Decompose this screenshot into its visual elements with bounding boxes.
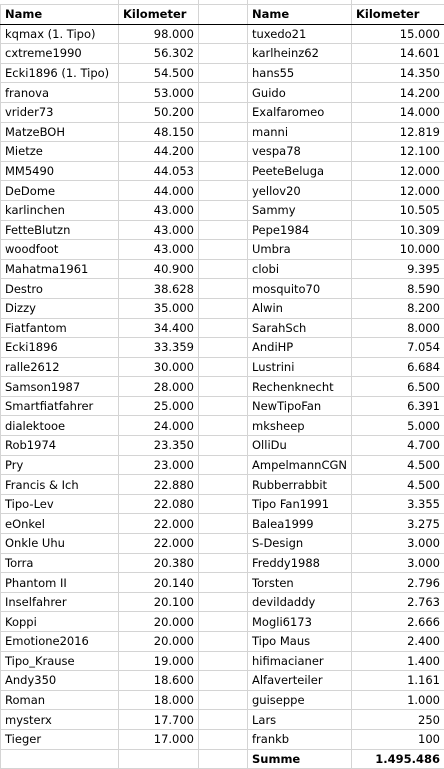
gap-cell[interactable]	[199, 44, 248, 64]
right-name-cell[interactable]: devildaddy	[248, 592, 352, 612]
table-row	[1, 357, 444, 377]
right-km-cell[interactable]: 3.355	[352, 494, 444, 514]
right-km-cell[interactable]: 5.000	[352, 416, 444, 436]
left-km-cell[interactable]: 40.900	[119, 259, 199, 279]
right-name-cell[interactable]: hifimacianer	[248, 651, 352, 671]
left-km-cell[interactable]: 22.000	[119, 534, 199, 554]
right-km-cell[interactable]: 2.400	[352, 632, 444, 652]
left-name-cell[interactable]: Tieger	[1, 729, 119, 749]
right-name-cell[interactable]: OlliDu	[248, 436, 352, 456]
table-row	[1, 279, 444, 299]
table-row	[1, 592, 444, 612]
gap-cell[interactable]	[199, 592, 248, 612]
table-row	[1, 83, 444, 103]
right-km-cell[interactable]: 10.000	[352, 240, 444, 260]
gap-cell[interactable]	[199, 5, 248, 25]
table-row	[1, 494, 444, 514]
right-km-cell[interactable]: 2.796	[352, 573, 444, 593]
table-row	[1, 416, 444, 436]
left-name-cell[interactable]: MM5490	[1, 161, 119, 181]
left-km-cell[interactable]: 20.000	[119, 612, 199, 632]
left-km-cell[interactable]: 53.000	[119, 83, 199, 103]
right-name-cell[interactable]: Lustrini	[248, 357, 352, 377]
right-km-cell[interactable]: 8.000	[352, 318, 444, 338]
table-row	[1, 298, 444, 318]
gap-cell[interactable]	[199, 514, 248, 534]
left-name-cell[interactable]: Tipo_Krause	[1, 651, 119, 671]
left-name-cell[interactable]: karlinchen	[1, 200, 119, 220]
summary-row	[1, 749, 444, 769]
left-name-cell[interactable]: Torra	[1, 553, 119, 573]
gap-cell[interactable]	[199, 436, 248, 456]
left-km-cell[interactable]: 20.000	[119, 632, 199, 652]
right-km-cell[interactable]: 1.400	[352, 651, 444, 671]
table-row	[1, 651, 444, 671]
table-row	[1, 396, 444, 416]
table-row	[1, 514, 444, 534]
left-name-cell[interactable]: Tipo-Lev	[1, 494, 119, 514]
left-km-cell[interactable]: 54.500	[119, 63, 199, 83]
right-name-cell[interactable]: Guido	[248, 83, 352, 103]
right-name-cell[interactable]: Tipo Fan1991	[248, 494, 352, 514]
right-km-cell[interactable]: 12.819	[352, 122, 444, 142]
table-row	[1, 63, 444, 83]
left-km-cell[interactable]: 20.380	[119, 553, 199, 573]
left-km-cell[interactable]: 24.000	[119, 416, 199, 436]
right-name-cell[interactable]: vespa78	[248, 142, 352, 162]
gap-cell[interactable]	[199, 102, 248, 122]
empty-cell[interactable]	[119, 749, 199, 769]
left-km-cell[interactable]: 23.000	[119, 455, 199, 475]
left-km-cell[interactable]: 28.000	[119, 377, 199, 397]
left-km-cell[interactable]: 19.000	[119, 651, 199, 671]
left-name-cell[interactable]: Pry	[1, 455, 119, 475]
gap-cell[interactable]	[199, 455, 248, 475]
gap-cell[interactable]	[199, 181, 248, 201]
table-row	[1, 338, 444, 358]
left-name-cell[interactable]: Francis & Ich	[1, 475, 119, 495]
table-row	[1, 612, 444, 632]
left-km-cell[interactable]: 35.000	[119, 298, 199, 318]
left-km-cell[interactable]: 22.000	[119, 514, 199, 534]
right-name-cell[interactable]: S-Design	[248, 534, 352, 554]
left-name-cell[interactable]: kqmax (1. Tipo)	[1, 24, 119, 44]
gap-cell[interactable]	[199, 749, 248, 769]
summary-label[interactable]: Summe	[248, 749, 352, 769]
left-km-cell[interactable]: 23.350	[119, 436, 199, 456]
right-name-cell[interactable]: karlheinz62	[248, 44, 352, 64]
spreadsheet-table	[0, 4, 444, 769]
left-name-cell[interactable]: Phantom II	[1, 573, 119, 593]
left-km-cell[interactable]: 43.000	[119, 200, 199, 220]
left-name-cell[interactable]: mysterx	[1, 710, 119, 730]
left-km-cell[interactable]: 25.000	[119, 396, 199, 416]
right-name-cell[interactable]: Alwin	[248, 298, 352, 318]
table-row	[1, 44, 444, 64]
gap-cell[interactable]	[199, 671, 248, 691]
gap-cell[interactable]	[199, 494, 248, 514]
right-name-cell[interactable]: Balea1999	[248, 514, 352, 534]
right-name-cell[interactable]: Alfaverteiler	[248, 671, 352, 691]
right-km-cell[interactable]: 6.500	[352, 377, 444, 397]
left-km-cell[interactable]: 22.880	[119, 475, 199, 495]
right-km-cell[interactable]: 10.309	[352, 220, 444, 240]
left-name-cell[interactable]: Andy350	[1, 671, 119, 691]
gap-cell[interactable]	[199, 651, 248, 671]
left-km-cell[interactable]: 17.000	[119, 729, 199, 749]
right-name-cell[interactable]: mosquito70	[248, 279, 352, 299]
gap-cell[interactable]	[199, 83, 248, 103]
left-km-cell[interactable]: 44.200	[119, 142, 199, 162]
right-km-cell[interactable]: 3.275	[352, 514, 444, 534]
gap-cell[interactable]	[199, 298, 248, 318]
right-name-cell[interactable]: Sammy	[248, 200, 352, 220]
right-name-cell[interactable]: hans55	[248, 63, 352, 83]
right-km-cell[interactable]: 1.000	[352, 690, 444, 710]
left-name-cell[interactable]: vrider73	[1, 102, 119, 122]
right-km-cell[interactable]: 4.500	[352, 455, 444, 475]
header-km-left[interactable]: Kilometer	[119, 5, 199, 25]
table-row	[1, 632, 444, 652]
gap-cell[interactable]	[199, 396, 248, 416]
left-km-cell[interactable]: 48.150	[119, 122, 199, 142]
left-name-cell[interactable]: MatzeBOH	[1, 122, 119, 142]
gap-cell[interactable]	[199, 200, 248, 220]
right-km-cell[interactable]: 12.000	[352, 181, 444, 201]
gap-cell[interactable]	[199, 612, 248, 632]
left-name-cell[interactable]: cxtreme1990	[1, 44, 119, 64]
left-km-cell[interactable]: 98.000	[119, 24, 199, 44]
left-name-cell[interactable]: Smartfiatfahrer	[1, 396, 119, 416]
gap-cell[interactable]	[199, 729, 248, 749]
right-name-cell[interactable]: Umbra	[248, 240, 352, 260]
right-km-cell[interactable]: 7.054	[352, 338, 444, 358]
table-row	[1, 240, 444, 260]
gap-cell[interactable]	[199, 338, 248, 358]
table-row	[1, 729, 444, 749]
gap-cell[interactable]	[199, 63, 248, 83]
left-km-cell[interactable]: 17.700	[119, 710, 199, 730]
right-km-cell[interactable]: 2.666	[352, 612, 444, 632]
gap-cell[interactable]	[199, 259, 248, 279]
left-name-cell[interactable]: Fiatfantom	[1, 318, 119, 338]
left-km-cell[interactable]: 30.000	[119, 357, 199, 377]
left-km-cell[interactable]: 44.000	[119, 181, 199, 201]
table-row	[1, 220, 444, 240]
left-km-cell[interactable]: 20.100	[119, 592, 199, 612]
left-km-cell[interactable]: 43.000	[119, 220, 199, 240]
gap-cell[interactable]	[199, 632, 248, 652]
right-name-cell[interactable]: AmpelmannCGN	[248, 455, 352, 475]
left-name-cell[interactable]: Ecki1896 (1. Tipo)	[1, 63, 119, 83]
gap-cell[interactable]	[199, 534, 248, 554]
left-name-cell[interactable]: Mietze	[1, 142, 119, 162]
right-km-cell[interactable]: 100	[352, 729, 444, 749]
right-km-cell[interactable]: 8.590	[352, 279, 444, 299]
right-name-cell[interactable]: yellov20	[248, 181, 352, 201]
left-name-cell[interactable]: woodfoot	[1, 240, 119, 260]
gap-cell[interactable]	[199, 377, 248, 397]
gap-cell[interactable]	[199, 240, 248, 260]
gap-cell[interactable]	[199, 279, 248, 299]
right-name-cell[interactable]: Rubberrabbit	[248, 475, 352, 495]
table-row	[1, 200, 444, 220]
table-row	[1, 573, 444, 593]
right-km-cell[interactable]: 3.000	[352, 534, 444, 554]
left-name-cell[interactable]: franova	[1, 83, 119, 103]
table-row	[1, 671, 444, 691]
right-name-cell[interactable]: Torsten	[248, 573, 352, 593]
left-name-cell[interactable]: Destro	[1, 279, 119, 299]
right-name-cell[interactable]: guiseppe	[248, 690, 352, 710]
table-row	[1, 377, 444, 397]
left-name-cell[interactable]: Rob1974	[1, 436, 119, 456]
gap-cell[interactable]	[199, 142, 248, 162]
right-km-cell[interactable]: 14.000	[352, 102, 444, 122]
table-row	[1, 102, 444, 122]
gap-cell[interactable]	[199, 318, 248, 338]
left-km-cell[interactable]: 43.000	[119, 240, 199, 260]
gap-cell[interactable]	[199, 553, 248, 573]
left-km-cell[interactable]: 50.200	[119, 102, 199, 122]
left-name-cell[interactable]: FetteBlutzn	[1, 220, 119, 240]
table-row	[1, 690, 444, 710]
gap-cell[interactable]	[199, 122, 248, 142]
right-km-cell[interactable]: 2.763	[352, 592, 444, 612]
right-km-cell[interactable]: 4.700	[352, 436, 444, 456]
right-name-cell[interactable]: Rechenknecht	[248, 377, 352, 397]
right-name-cell[interactable]: AndiHP	[248, 338, 352, 358]
header-row	[1, 5, 444, 25]
left-km-cell[interactable]: 20.140	[119, 573, 199, 593]
left-name-cell[interactable]: dialektooe	[1, 416, 119, 436]
table-row	[1, 259, 444, 279]
right-name-cell[interactable]: PeeteBeluga	[248, 161, 352, 181]
left-name-cell[interactable]: Mahatma1961	[1, 259, 119, 279]
right-km-cell[interactable]: 10.505	[352, 200, 444, 220]
gap-cell[interactable]	[199, 24, 248, 44]
right-km-cell[interactable]: 15.000	[352, 24, 444, 44]
right-name-cell[interactable]: frankb	[248, 729, 352, 749]
right-name-cell[interactable]: Lars	[248, 710, 352, 730]
left-name-cell[interactable]: ralle2612	[1, 357, 119, 377]
right-km-cell[interactable]: 250	[352, 710, 444, 730]
right-km-cell[interactable]: 4.500	[352, 475, 444, 495]
table-body	[1, 5, 444, 769]
gap-cell[interactable]	[199, 573, 248, 593]
right-km-cell[interactable]: 12.000	[352, 161, 444, 181]
right-name-cell[interactable]: tuxedo21	[248, 24, 352, 44]
right-km-cell[interactable]: 1.161	[352, 671, 444, 691]
table-row	[1, 122, 444, 142]
right-km-cell[interactable]: 14.350	[352, 63, 444, 83]
table-row	[1, 475, 444, 495]
right-name-cell[interactable]: manni	[248, 122, 352, 142]
right-km-cell[interactable]: 3.000	[352, 553, 444, 573]
left-km-cell[interactable]: 56.302	[119, 44, 199, 64]
table-row	[1, 534, 444, 554]
table-row	[1, 161, 444, 181]
right-name-cell[interactable]: NewTipoFan	[248, 396, 352, 416]
summary-value[interactable]: 1.495.486	[352, 749, 444, 769]
right-name-cell[interactable]: mksheep	[248, 416, 352, 436]
right-name-cell[interactable]: Tipo Maus	[248, 632, 352, 652]
table-row	[1, 710, 444, 730]
left-km-cell[interactable]: 38.628	[119, 279, 199, 299]
left-km-cell[interactable]: 18.000	[119, 690, 199, 710]
left-name-cell[interactable]: eOnkel	[1, 514, 119, 534]
header-name-right[interactable]: Name	[248, 5, 352, 25]
left-name-cell[interactable]: Ecki1896	[1, 338, 119, 358]
left-name-cell[interactable]: Koppi	[1, 612, 119, 632]
gap-cell[interactable]	[199, 161, 248, 181]
table-row	[1, 455, 444, 475]
left-name-cell[interactable]: Inselfahrer	[1, 592, 119, 612]
left-name-cell[interactable]: Dizzy	[1, 298, 119, 318]
left-name-cell[interactable]: Roman	[1, 690, 119, 710]
right-name-cell[interactable]: Mogli6173	[248, 612, 352, 632]
right-name-cell[interactable]: Pepe1984	[248, 220, 352, 240]
table-row	[1, 181, 444, 201]
right-km-cell[interactable]: 8.200	[352, 298, 444, 318]
right-km-cell[interactable]: 6.391	[352, 396, 444, 416]
right-km-cell[interactable]: 14.200	[352, 83, 444, 103]
header-name-left[interactable]: Name	[1, 5, 119, 25]
left-name-cell[interactable]: DeDome	[1, 181, 119, 201]
left-km-cell[interactable]: 44.053	[119, 161, 199, 181]
gap-cell[interactable]	[199, 690, 248, 710]
gap-cell[interactable]	[199, 416, 248, 436]
left-name-cell[interactable]: Onkle Uhu	[1, 534, 119, 554]
right-km-cell[interactable]: 9.395	[352, 259, 444, 279]
left-name-cell[interactable]: Emotione2016	[1, 632, 119, 652]
left-name-cell[interactable]: Samson1987	[1, 377, 119, 397]
table-row	[1, 553, 444, 573]
left-km-cell[interactable]: 18.600	[119, 671, 199, 691]
table-row	[1, 318, 444, 338]
empty-cell[interactable]	[1, 749, 119, 769]
right-name-cell[interactable]: SarahSch	[248, 318, 352, 338]
gap-cell[interactable]	[199, 475, 248, 495]
gap-cell[interactable]	[199, 357, 248, 377]
table-row	[1, 142, 444, 162]
right-km-cell[interactable]: 14.601	[352, 44, 444, 64]
header-km-right[interactable]: Kilometer	[352, 5, 444, 25]
left-km-cell[interactable]: 33.359	[119, 338, 199, 358]
table-row	[1, 24, 444, 44]
right-km-cell[interactable]: 12.100	[352, 142, 444, 162]
gap-cell[interactable]	[199, 220, 248, 240]
right-name-cell[interactable]: Freddy1988	[248, 553, 352, 573]
right-name-cell[interactable]: Exalfaromeo	[248, 102, 352, 122]
table-row	[1, 436, 444, 456]
right-km-cell[interactable]: 6.684	[352, 357, 444, 377]
left-km-cell[interactable]: 34.400	[119, 318, 199, 338]
right-name-cell[interactable]: clobi	[248, 259, 352, 279]
gap-cell[interactable]	[199, 710, 248, 730]
left-km-cell[interactable]: 22.080	[119, 494, 199, 514]
